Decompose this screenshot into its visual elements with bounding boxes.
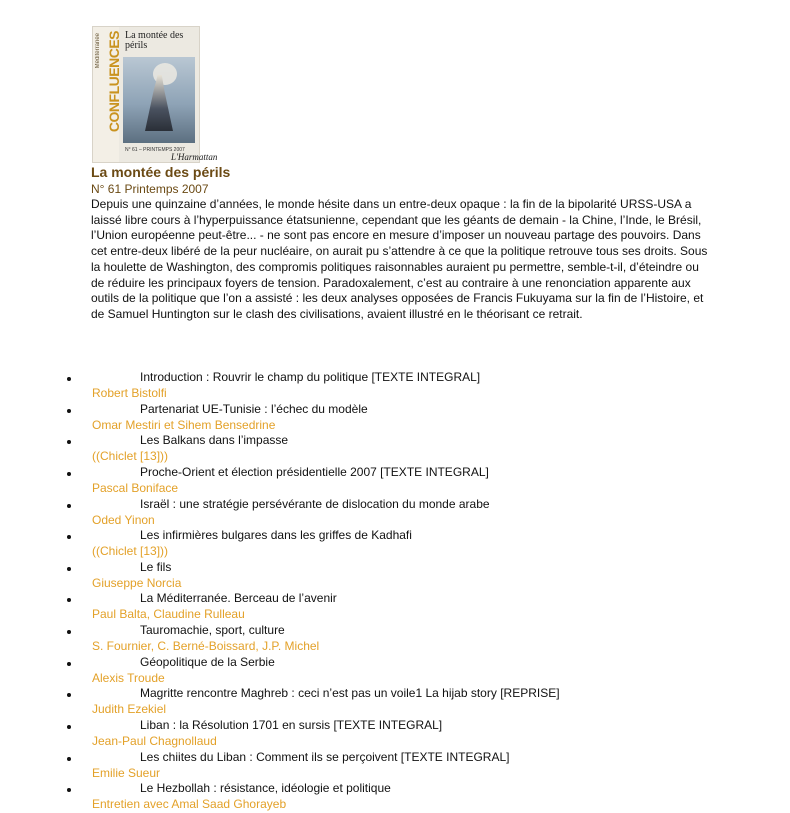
toc-item-author[interactable]: Alexis Troude [92,670,165,685]
bullet-icon [67,662,71,666]
bullet-icon [67,598,71,602]
toc-item-title[interactable]: Proche-Orient et élection présidentielle 2007 [TEXTE INTEGRAL] [140,464,489,479]
bullet-icon [67,757,71,761]
toc-item-author[interactable]: Oded Yinon [92,512,155,527]
cover-brand: CONFLUENCES [106,31,122,133]
toc-item-author[interactable]: Paul Balta, Claudine Rulleau [92,607,245,622]
bullet-icon [67,630,71,634]
bullet-icon [67,535,71,539]
toc-item [0,686,790,718]
toc-item-title[interactable]: Le fils [140,559,172,574]
toc-item-title[interactable]: Tauromachie, sport, culture [140,623,285,638]
toc-item-author[interactable]: Omar Mestiri et Sihem Bensedrine [92,417,276,432]
bullet-icon [67,693,71,697]
bullet-icon [67,504,71,508]
toc-item [0,402,790,434]
toc-item-title[interactable]: Le Hezbollah : résistance, idéologie et politique [140,781,391,796]
bullet-icon [67,788,71,792]
cover-title: La montée des périls [125,30,184,51]
bullet-icon [67,440,71,444]
toc-item [0,591,790,623]
toc-item-author[interactable]: Pascal Boniface [92,480,179,495]
toc-item-author[interactable]: Emilie Sueur [92,765,161,780]
toc-item [0,560,790,592]
toc-item-author[interactable]: Judith Ezekiel [92,702,167,717]
toc-item-author[interactable]: Giuseppe Norcia [92,575,182,590]
table-of-contents [0,370,790,813]
toc-item-title[interactable]: Magritte rencontre Maghreb : ceci n’est pas un voile1 La hijab story [REPRISE] [140,686,560,701]
cover-image [92,26,218,163]
toc-item [0,718,790,750]
cover-photo [123,57,195,143]
toc-item-title[interactable]: La Méditerranée. Berceau de l’avenir [140,591,337,606]
toc-item [0,497,790,529]
toc-item-title[interactable]: Israël : une stratégie persévérante de dislocation du monde arabe [140,496,490,511]
toc-item [0,528,790,560]
abstract-text: Depuis une quinzaine d’années, le monde hésite dans un entre-deux opaque : la fin de la bipolarité URSS-USA a laissé libre cours à l’hyperpuissance étatsunienne, cependant que les géants de demain - la Chine, l’Inde, le Brésil, l’Union européenne peut-être... - ne sont pas encore en mesure d’imposer un nouveau partage des pouvoirs. Dans cet entre-deux libéré de la peur nucléaire, on aurait pu s’attendre à ce que la politique retrouve tous ses droits. Sous la houlette de Washington, des compromis politiques raisonnables auraient pu permettre, semble-t-il, d’éteindre ou de réduire les principaux foyers de tension. Paradoxalement, c’est au contraire à une renonciation apparente aux outils de la politique que l’on a assisté : les deux analyses opposées de Francis Fukuyama sur la fin de l’Histoire, et de Samuel Huntington sur le clash des civilisations, avaient illustré en le théorisant ce retrait. [91,197,708,321]
toc-item-title[interactable]: Les infirmières bulgares dans les griffes de Kadhafi [140,528,412,543]
bullet-icon [67,725,71,729]
bullet-icon [67,472,71,476]
toc-item-author[interactable]: S. Fournier, C. Berné-Boissard, J.P. Michel [92,639,320,654]
toc-item-title[interactable]: Introduction : Rouvrir le champ du politique [TEXTE INTEGRAL] [140,370,481,384]
toc-item [0,655,790,687]
cover-publisher: L'Harmattan [171,152,218,162]
toc-item-title[interactable]: Les chiites du Liban : Comment ils se perçoivent [TEXTE INTEGRAL] [140,749,510,764]
bullet-icon [67,377,71,381]
cover-brand-sub: Méditerranée [95,33,101,69]
issue-number: N° 61 Printemps 2007 [91,182,209,196]
toc-item [0,623,790,655]
bullet-icon [67,567,71,571]
toc-item-author[interactable]: Entretien avec Amal Saad Ghorayeb [92,797,287,812]
toc-item-author[interactable]: ((Chiclet [13])) [92,449,169,464]
toc-item-title[interactable]: Géopolitique de la Serbie [140,654,275,669]
toc-item [0,370,790,402]
bullet-icon [67,409,71,413]
toc-item [0,781,790,813]
toc-item-author[interactable]: ((Chiclet [13])) [92,544,169,559]
toc-item-title[interactable]: Les Balkans dans l’impasse [140,433,289,448]
toc-item-author[interactable]: Jean-Paul Chagnollaud [92,734,217,749]
toc-item [0,465,790,497]
toc-item-author[interactable]: Robert Bistolfi [92,386,167,400]
toc-item [0,750,790,782]
toc-item-title[interactable]: Liban : la Résolution 1701 en sursis [TEXTE INTEGRAL] [140,718,443,733]
toc-item-title[interactable]: Partenariat UE-Tunisie : l’échec du modèle [140,401,368,416]
page-title: La montée des périls [91,164,231,180]
toc-item [0,433,790,465]
cover-issue-line: N° 61 – PRINTEMPS 2007 [125,147,185,153]
